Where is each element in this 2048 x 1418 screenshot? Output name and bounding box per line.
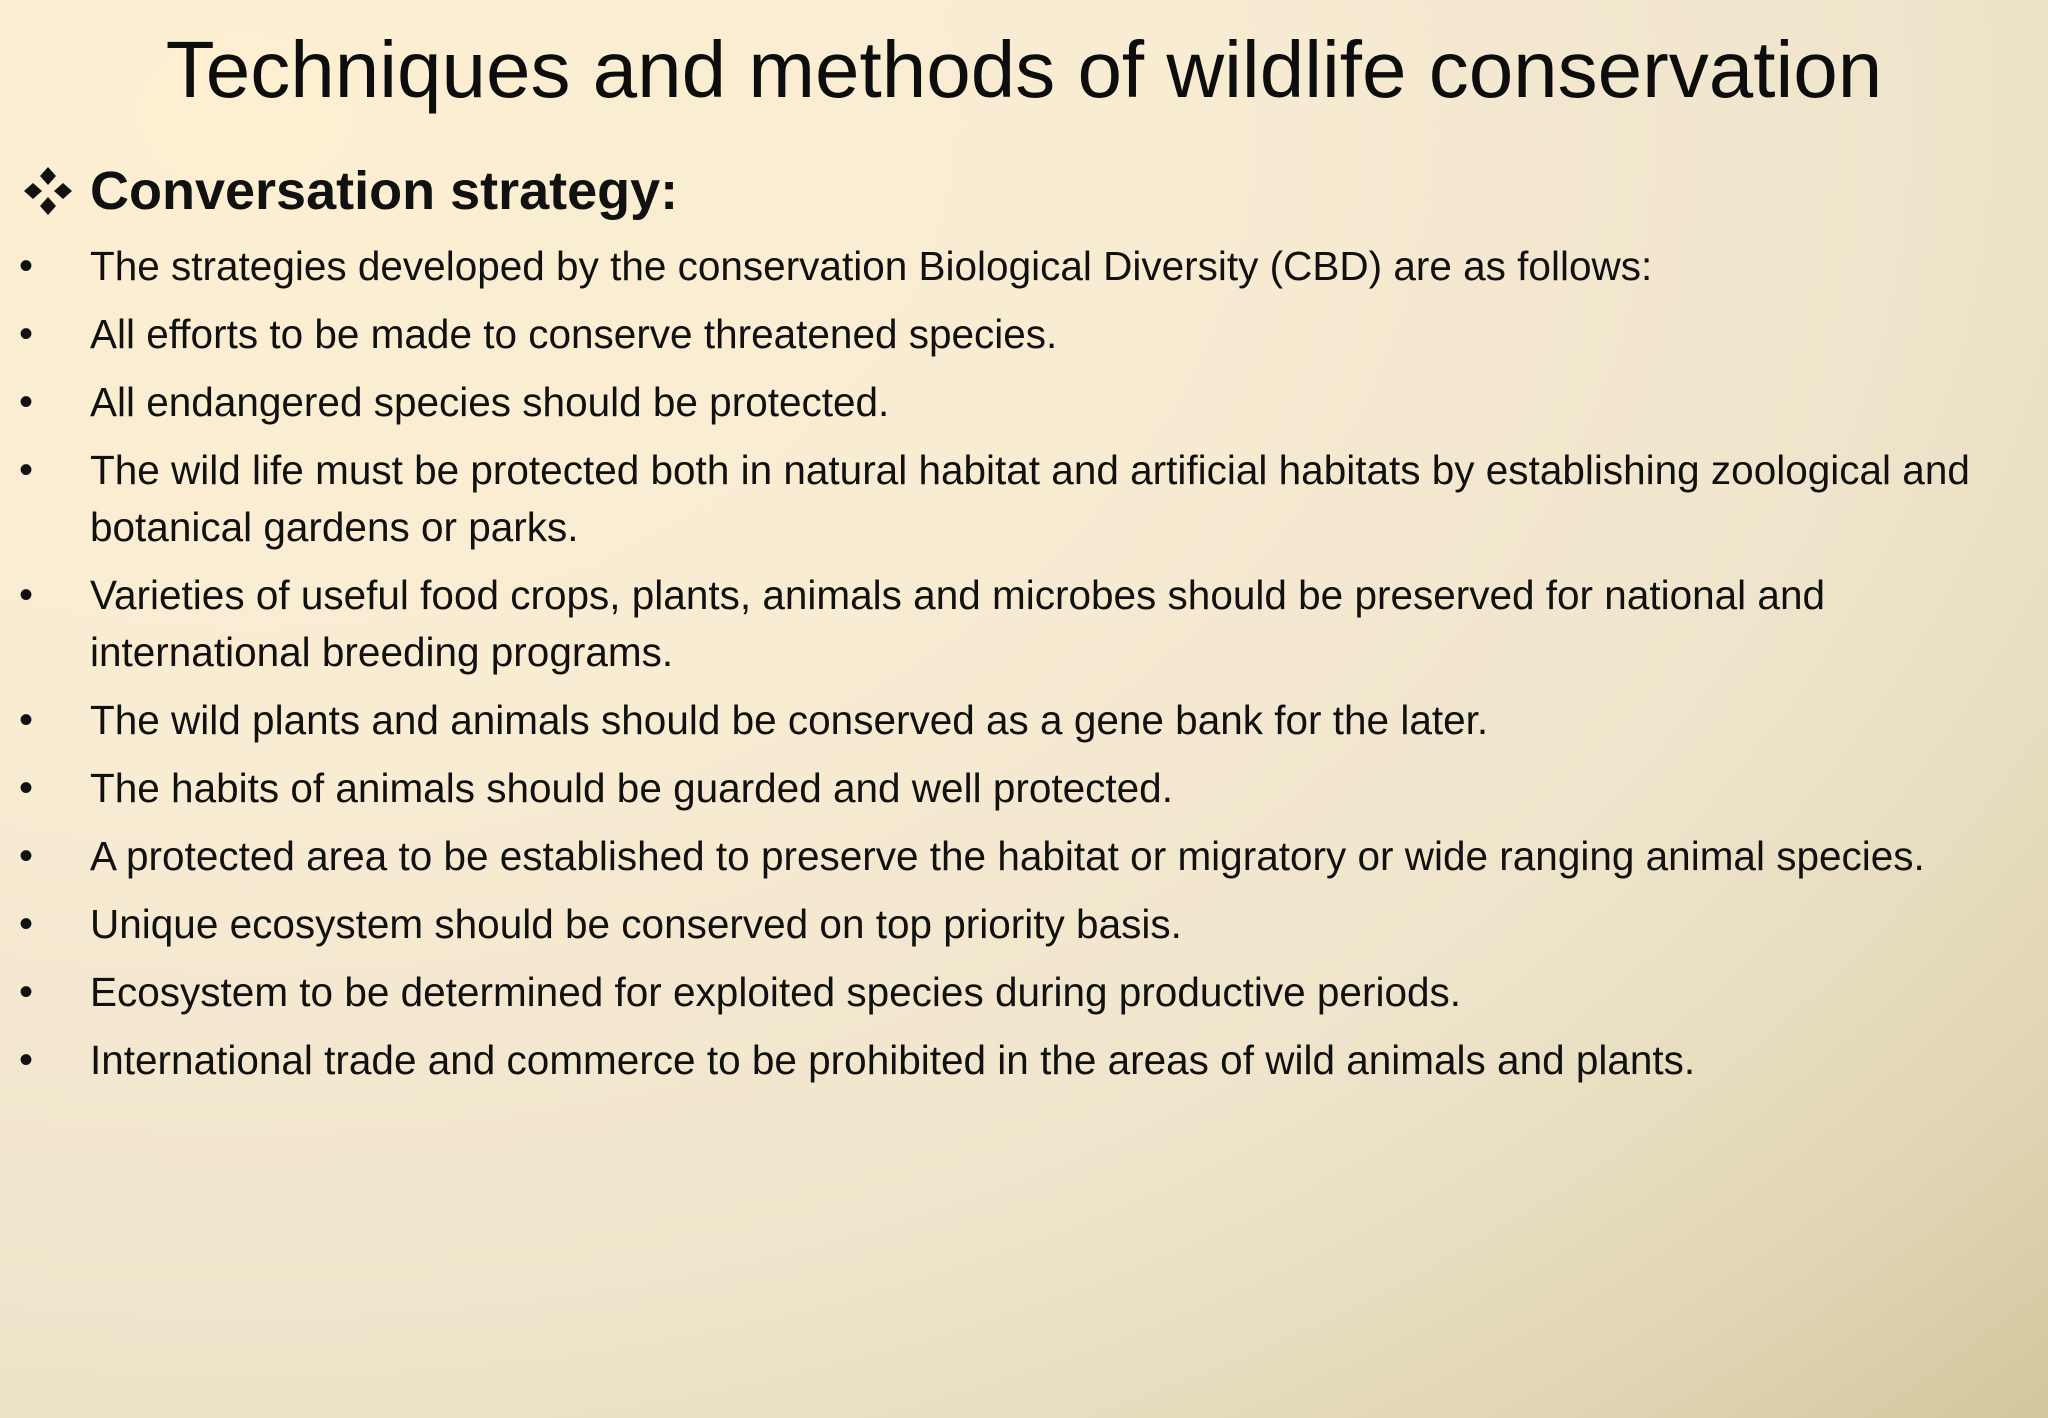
list-item-text: International trade and commerce to be prohibited in the areas of wild animals and plants.	[90, 1037, 1696, 1083]
bullet-point: •	[19, 766, 34, 810]
bullet-point: •	[19, 902, 34, 946]
list-item	[0, 828, 2048, 885]
list-item	[0, 692, 2048, 749]
list-item	[0, 964, 2048, 1021]
bullet-point: •	[19, 698, 34, 742]
four-diamond-bullet-icon	[22, 165, 74, 217]
list-item-text: All endangered species should be protected.	[90, 379, 890, 425]
list-item-text: A protected area to be established to preserve the habitat or migratory or wide ranging animal species.	[90, 833, 1925, 879]
bullet-point: •	[19, 573, 34, 617]
list-item	[0, 238, 2048, 295]
bullet-point: •	[19, 380, 34, 424]
list-item-text: The wild plants and animals should be conserved as a gene bank for the later.	[90, 697, 1489, 743]
list-item	[0, 442, 2048, 556]
bullet-point: •	[19, 312, 34, 356]
list-item-text: Varieties of useful food crops, plants, animals and microbes should be preserved for national and international breeding programs.	[90, 572, 1825, 675]
bullet-list	[0, 238, 2048, 1100]
section-heading-text: Conversation strategy:	[90, 161, 679, 221]
bullet-point: •	[19, 1038, 34, 1082]
list-item	[0, 306, 2048, 363]
bullet-point: •	[19, 448, 34, 492]
list-item	[0, 374, 2048, 431]
list-item-text: All efforts to be made to conserve threatened species.	[90, 311, 1058, 357]
slide-title: Techniques and methods of wildlife conservation	[165, 25, 1883, 114]
list-item-text: The wild life must be protected both in natural habitat and artificial habitats by establishing zoological and botanical gardens or parks.	[90, 447, 1970, 550]
list-item-text: The habits of animals should be guarded and well protected.	[90, 765, 1173, 811]
bullet-point: •	[19, 244, 34, 288]
list-item	[0, 896, 2048, 953]
bullet-point: •	[19, 970, 34, 1014]
bullet-point: •	[19, 834, 34, 878]
list-item-text: The strategies developed by the conservation Biological Diversity (CBD) are as follows:	[90, 243, 1653, 289]
list-item-text: Ecosystem to be determined for exploited species during productive periods.	[90, 969, 1461, 1015]
list-item-text: Unique ecosystem should be conserved on top priority basis.	[90, 901, 1182, 947]
list-item	[0, 1032, 2048, 1089]
list-item	[0, 760, 2048, 817]
list-item	[0, 567, 2048, 681]
section-heading	[22, 158, 678, 224]
